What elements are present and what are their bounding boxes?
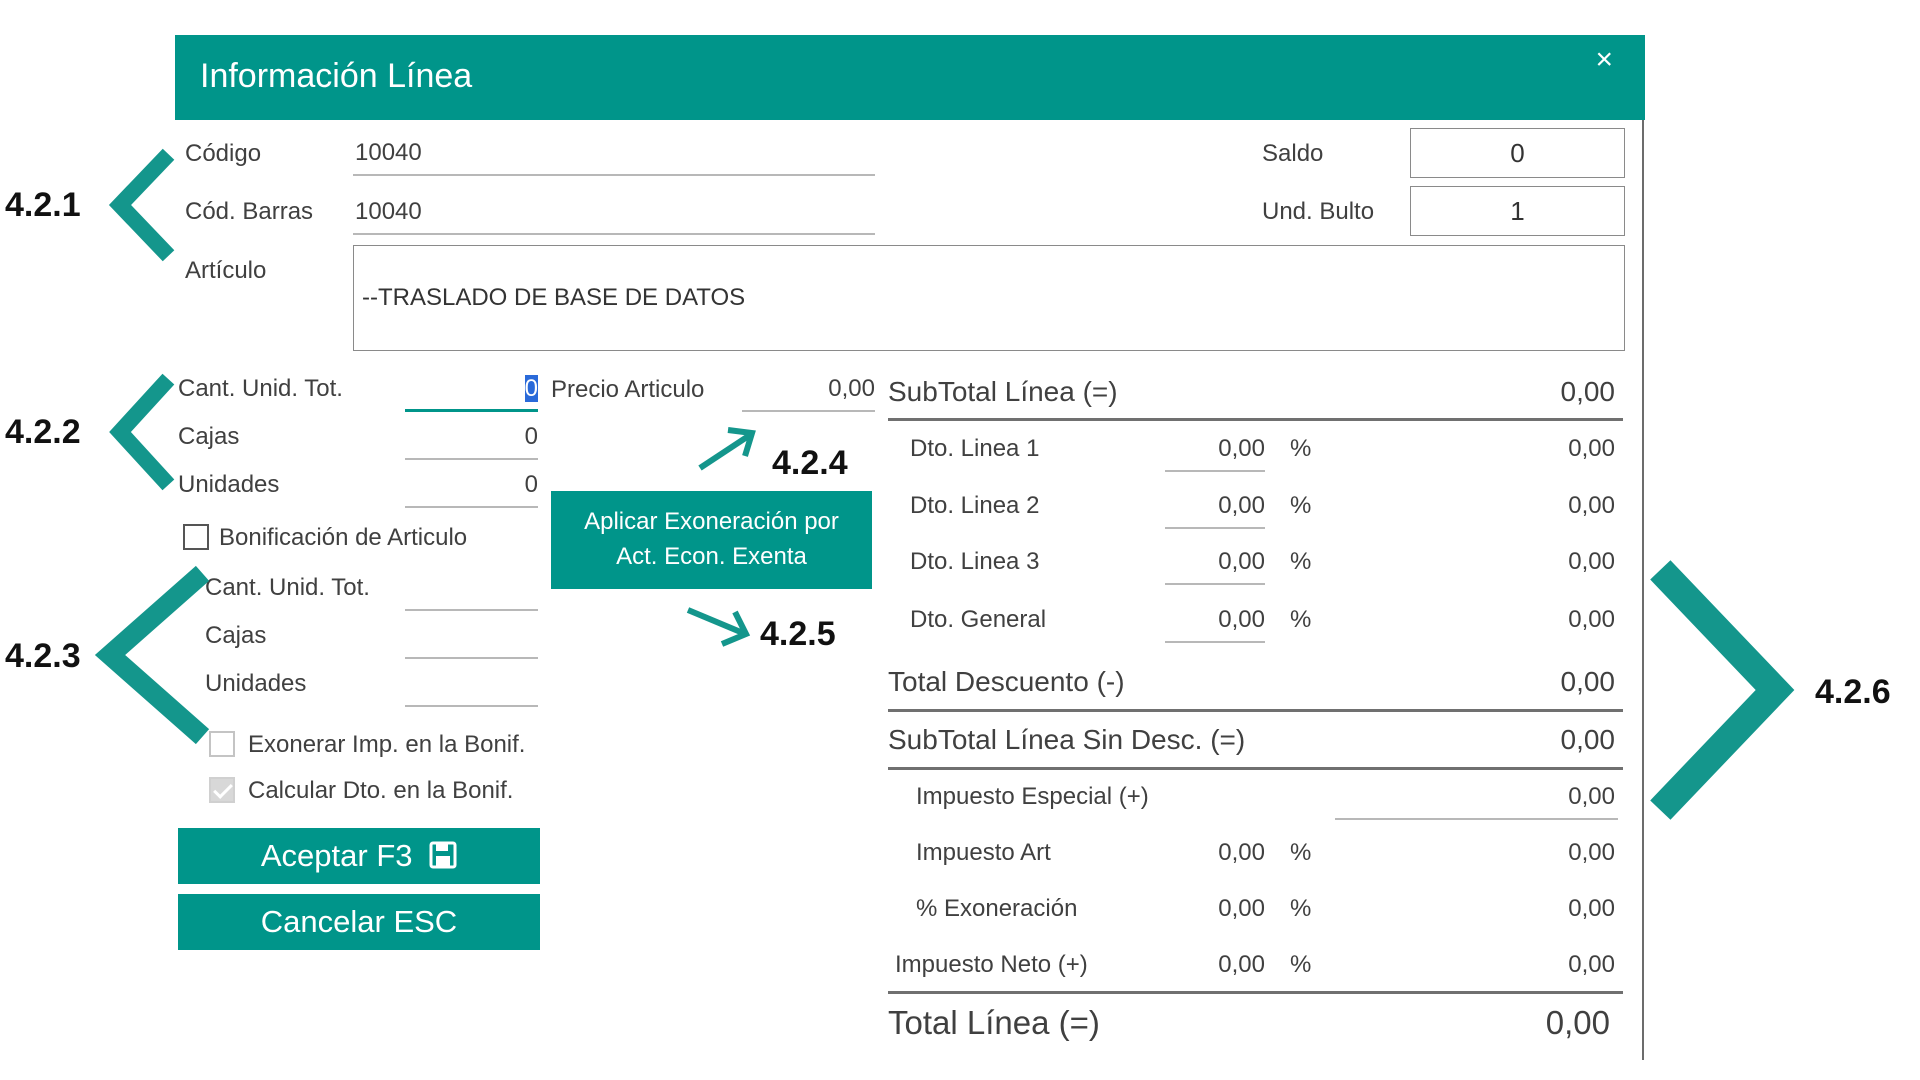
aplicar-exoneracion-line1: Aplicar Exoneración por [584, 508, 839, 535]
cod-barras-field[interactable]: 10040 [355, 198, 422, 225]
impuesto-art-pct: 0,00 [1218, 839, 1265, 866]
subtotal-sin-desc-label: SubTotal Línea Sin Desc. (=) [888, 724, 1246, 755]
articulo-value: --TRASLADO DE BASE DE DATOS [362, 284, 746, 311]
subtotal-linea-label: SubTotal Línea (=) [888, 376, 1118, 407]
discount-pct-sign: % [1290, 548, 1312, 575]
impuesto-especial-field[interactable]: 0,00 [1568, 783, 1615, 810]
discount-amount: 0,00 [1568, 606, 1615, 633]
impuesto-art-label: Impuesto Art [916, 839, 1051, 866]
discount-pct-sign: % [1290, 492, 1312, 519]
unidades-field[interactable]: 0 [524, 471, 538, 498]
discount-pct-sign: % [1290, 606, 1312, 633]
exoneracion-pct: 0,00 [1218, 895, 1265, 922]
codigo-field[interactable]: 10040 [355, 139, 422, 166]
cod-barras-label: Cód. Barras [185, 198, 314, 225]
total-linea-value: 0,00 [1545, 1004, 1610, 1041]
impuesto-art-pct-sign: % [1290, 839, 1312, 866]
aceptar-label: Aceptar F3 [260, 838, 413, 873]
bonificacion-label: Bonificación de Articulo [219, 524, 468, 551]
dialog-title: Información Línea [200, 57, 473, 95]
exonerar-imp-label: Exonerar Imp. en la Bonif. [248, 731, 526, 758]
discount-amount: 0,00 [1568, 548, 1615, 575]
cant-unid-tot-value: 0 [524, 375, 538, 402]
cajas-field[interactable]: 0 [524, 423, 538, 450]
total-linea-label: Total Línea (=) [888, 1004, 1100, 1041]
bracket-4-2-2-icon [120, 385, 163, 479]
exoneracion-value: 0,00 [1568, 895, 1615, 922]
discount-pct-field[interactable]: 0,00 [1218, 548, 1265, 575]
exoneracion-label: % Exoneración [916, 895, 1078, 922]
saldo-label: Saldo [1262, 140, 1324, 167]
bracket-4-2-1-icon [120, 160, 163, 250]
impuesto-especial-label: Impuesto Especial (+) [916, 783, 1149, 810]
arrow-4-2-5-icon [688, 610, 746, 644]
impuesto-art-value: 0,00 [1568, 839, 1615, 866]
annotation-4-2-1: 4.2.1 [5, 186, 81, 224]
annotation-4-2-2: 4.2.2 [5, 413, 81, 451]
cancelar-button[interactable]: Cancelar ESC [178, 894, 540, 950]
impuesto-neto-label: Impuesto Neto (+) [895, 951, 1088, 978]
exoneracion-pct-sign: % [1290, 895, 1312, 922]
annotation-4-2-6: 4.2.6 [1815, 673, 1891, 711]
discount-pct-sign: % [1290, 435, 1312, 462]
codigo-label: Código [185, 140, 262, 167]
total-descuento-value: 0,00 [1560, 666, 1615, 697]
subtotal-sin-desc-value: 0,00 [1560, 724, 1615, 755]
cant-unid-tot-label: Cant. Unid. Tot. [178, 375, 343, 402]
arrow-4-2-4-icon [700, 430, 752, 468]
discount-pct-field[interactable]: 0,00 [1218, 492, 1265, 519]
articulo-label: Artículo [185, 257, 267, 284]
total-descuento-label: Total Descuento (-) [888, 666, 1125, 697]
cajas-label: Cajas [178, 423, 240, 450]
calcular-dto-label: Calcular Dto. en la Bonif. [248, 777, 514, 804]
bonif-cajas-label: Cajas [205, 622, 267, 649]
und-bulto-field[interactable]: 1 [1410, 186, 1625, 236]
bracket-4-2-6-icon [1670, 580, 1775, 800]
precio-articulo-field[interactable]: 0,00 [828, 375, 875, 402]
bonif-unidades-label: Unidades [205, 670, 307, 697]
annotation-4-2-4: 4.2.4 [772, 444, 848, 482]
discount-amount: 0,00 [1568, 492, 1615, 519]
precio-articulo-label: Precio Articulo [551, 376, 705, 403]
discount-amount: 0,00 [1568, 435, 1615, 462]
impuesto-neto-pct-sign: % [1290, 951, 1312, 978]
saldo-field[interactable]: 0 [1410, 128, 1625, 178]
aplicar-exoneracion-line2: Act. Econ. Exenta [616, 543, 807, 570]
unidades-label: Unidades [178, 471, 280, 498]
impuesto-neto-pct: 0,00 [1218, 951, 1265, 978]
discount-pct-field[interactable]: 0,00 [1218, 435, 1265, 462]
annotation-4-2-3: 4.2.3 [5, 637, 81, 675]
und-bulto-label: Und. Bulto [1262, 198, 1375, 225]
discount-pct-field[interactable]: 0,00 [1218, 606, 1265, 633]
close-icon[interactable]: × [1595, 43, 1613, 76]
discount-label: Dto. Linea 2 [910, 492, 1040, 519]
impuesto-neto-value: 0,00 [1568, 951, 1615, 978]
discount-label: Dto. Linea 1 [910, 435, 1040, 462]
bracket-4-2-3-icon [110, 580, 195, 730]
discount-label: Dto. General [910, 606, 1047, 633]
bonif-cant-unid-tot-label: Cant. Unid. Tot. [205, 574, 370, 601]
subtotal-linea-value: 0,00 [1560, 376, 1615, 407]
discount-label: Dto. Linea 3 [910, 548, 1040, 575]
annotation-4-2-5: 4.2.5 [760, 615, 836, 653]
